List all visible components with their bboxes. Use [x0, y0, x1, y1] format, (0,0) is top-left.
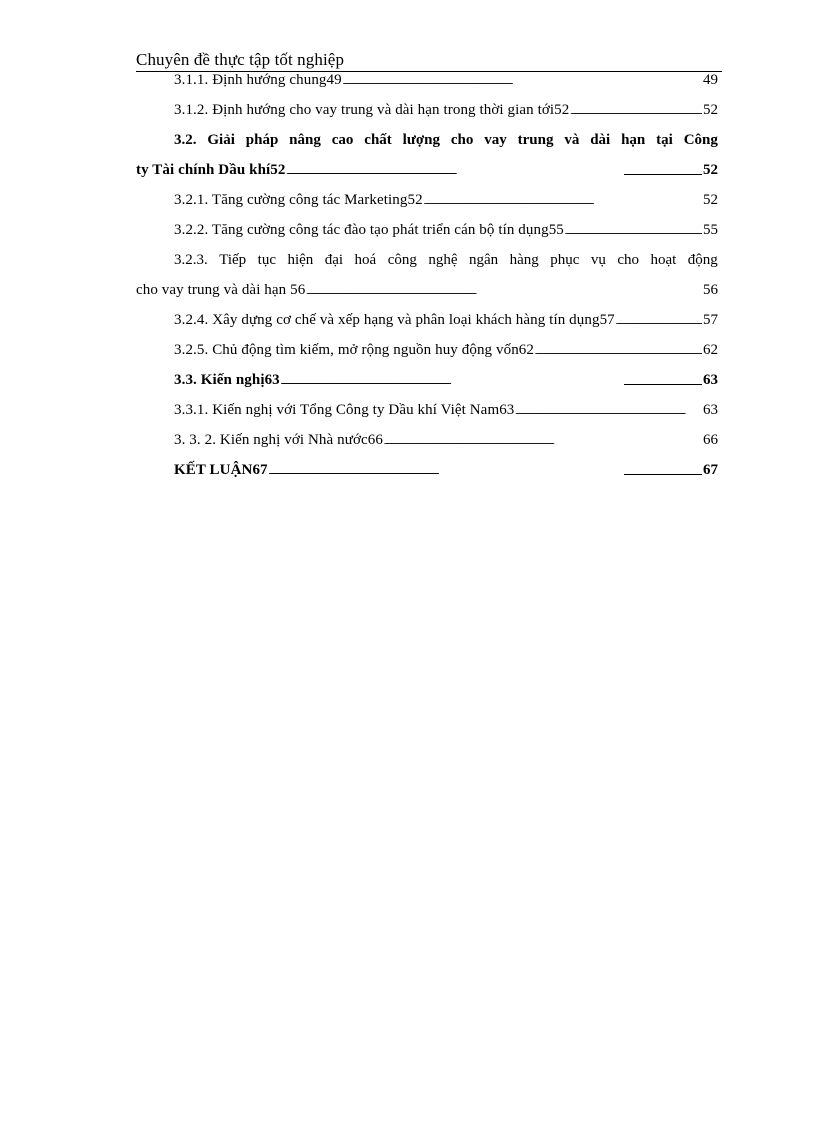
toc-leader — [515, 408, 702, 423]
toc-word: trung — [517, 132, 554, 148]
toc-word: hạn — [621, 132, 646, 148]
toc-word: hoạt — [650, 252, 677, 268]
toc-word: Giải — [207, 132, 235, 148]
toc-word: cao — [331, 132, 354, 148]
toc-leader — [343, 78, 702, 93]
toc-entry-text: 3.3. Kiến nghị63 — [174, 372, 280, 388]
toc-word: pháp — [245, 132, 279, 148]
toc-entry-wrapped-line[interactable] — [136, 252, 718, 282]
toc-entry-text: 3.3.1. Kiến nghị với Tổng Công ty Dầu khí Việt Nam63 — [174, 402, 515, 418]
toc-word: động — [687, 252, 718, 268]
toc-entry[interactable] — [136, 192, 718, 222]
toc-word: hiện — [287, 252, 314, 268]
toc-entry-text: 3.1.2. Định hướng cho vay trung và dài hạn trong thời gian tới52 — [174, 102, 570, 118]
toc-word: 3.2.3. — [174, 252, 208, 268]
toc-word: vay — [484, 132, 507, 148]
toc-entry-wrapped-line[interactable] — [136, 132, 718, 162]
toc-page-number: 52 — [703, 162, 718, 178]
toc-entry-text: 3.2.2. Tăng cường công tác đào tạo phát triển cán bộ tín dụng55 — [174, 222, 564, 238]
toc-entry-text: 3.2.5. Chủ động tìm kiếm, mở rộng nguồn huy động vốn62 — [174, 342, 534, 358]
toc-word: tục — [257, 252, 276, 268]
toc-entry-text: 3. 3. 2. Kiến nghị với Nhà nước66 — [174, 432, 383, 448]
toc-word: 3.2. — [174, 132, 197, 148]
toc-entry-text: 3.2.1. Tăng cường công tác Marketing52 — [174, 192, 423, 208]
toc-word: tại — [656, 132, 673, 148]
toc-page-number: 57 — [703, 312, 718, 328]
toc-entry[interactable] — [136, 342, 718, 372]
toc-page-number: 63 — [703, 402, 718, 418]
header-title: Chuyên đề thực tập tốt nghiệp — [136, 50, 345, 69]
toc-word: cho — [617, 252, 640, 268]
toc-entry-text: ty Tài chính Dầu khí52 — [136, 162, 286, 178]
toc-leader — [281, 378, 702, 393]
toc-entry[interactable] — [136, 102, 718, 132]
toc-word: Công — [683, 132, 718, 148]
toc-page-number: 66 — [703, 432, 718, 448]
toc-page-number: 56 — [703, 282, 718, 298]
toc-leader — [286, 168, 702, 183]
toc-entry[interactable] — [136, 222, 718, 252]
table-of-contents — [136, 72, 718, 492]
toc-entry[interactable] — [136, 402, 718, 432]
toc-word: chất — [364, 132, 392, 148]
toc-word: nâng — [289, 132, 321, 148]
toc-leader — [384, 438, 702, 453]
toc-entry-text: cho vay trung và dài hạn 56 — [136, 282, 306, 298]
toc-entry[interactable] — [136, 72, 718, 102]
toc-word: công — [387, 252, 417, 268]
toc-entry[interactable] — [136, 312, 718, 342]
toc-leader — [269, 468, 702, 483]
toc-leader — [570, 108, 702, 123]
toc-leader — [306, 288, 702, 303]
toc-word: cho — [450, 132, 474, 148]
toc-word: nghệ — [428, 252, 458, 268]
toc-entry[interactable] — [136, 432, 718, 462]
toc-page-number: 67 — [703, 462, 718, 478]
toc-word: vụ — [590, 252, 606, 268]
toc-leader — [565, 228, 702, 243]
toc-entry[interactable] — [136, 282, 718, 312]
toc-word: và — [564, 132, 580, 148]
toc-leader — [616, 318, 702, 333]
toc-entry-text: 3.1.1. Định hướng chung49 — [174, 72, 342, 88]
toc-page-number: 62 — [703, 342, 718, 358]
toc-page-number: 63 — [703, 372, 718, 388]
toc-page-number: 55 — [703, 222, 718, 238]
toc-word: phục — [550, 252, 580, 268]
toc-entry-text: 3.2.4. Xây dựng cơ chế và xếp hạng và phân loại khách hàng tín dụng57 — [174, 312, 615, 328]
toc-word: lượng — [402, 132, 440, 148]
toc-word: Tiếp — [219, 252, 247, 268]
toc-word: ngân — [468, 252, 499, 268]
toc-entry[interactable] — [136, 372, 718, 402]
toc-page-number: 52 — [703, 102, 718, 118]
toc-leader — [535, 348, 702, 363]
toc-entry[interactable] — [136, 162, 718, 192]
toc-leader — [424, 198, 702, 213]
page-header — [136, 50, 722, 72]
toc-page-number: 49 — [703, 72, 718, 88]
toc-word: đại — [324, 252, 344, 268]
toc-entry[interactable] — [136, 462, 718, 492]
toc-page-number: 52 — [703, 192, 718, 208]
toc-word: dài — [590, 132, 611, 148]
toc-entry-text: KẾT LUẬN67 — [174, 462, 268, 478]
toc-word: hàng — [509, 252, 539, 268]
toc-word: hoá — [354, 252, 377, 268]
